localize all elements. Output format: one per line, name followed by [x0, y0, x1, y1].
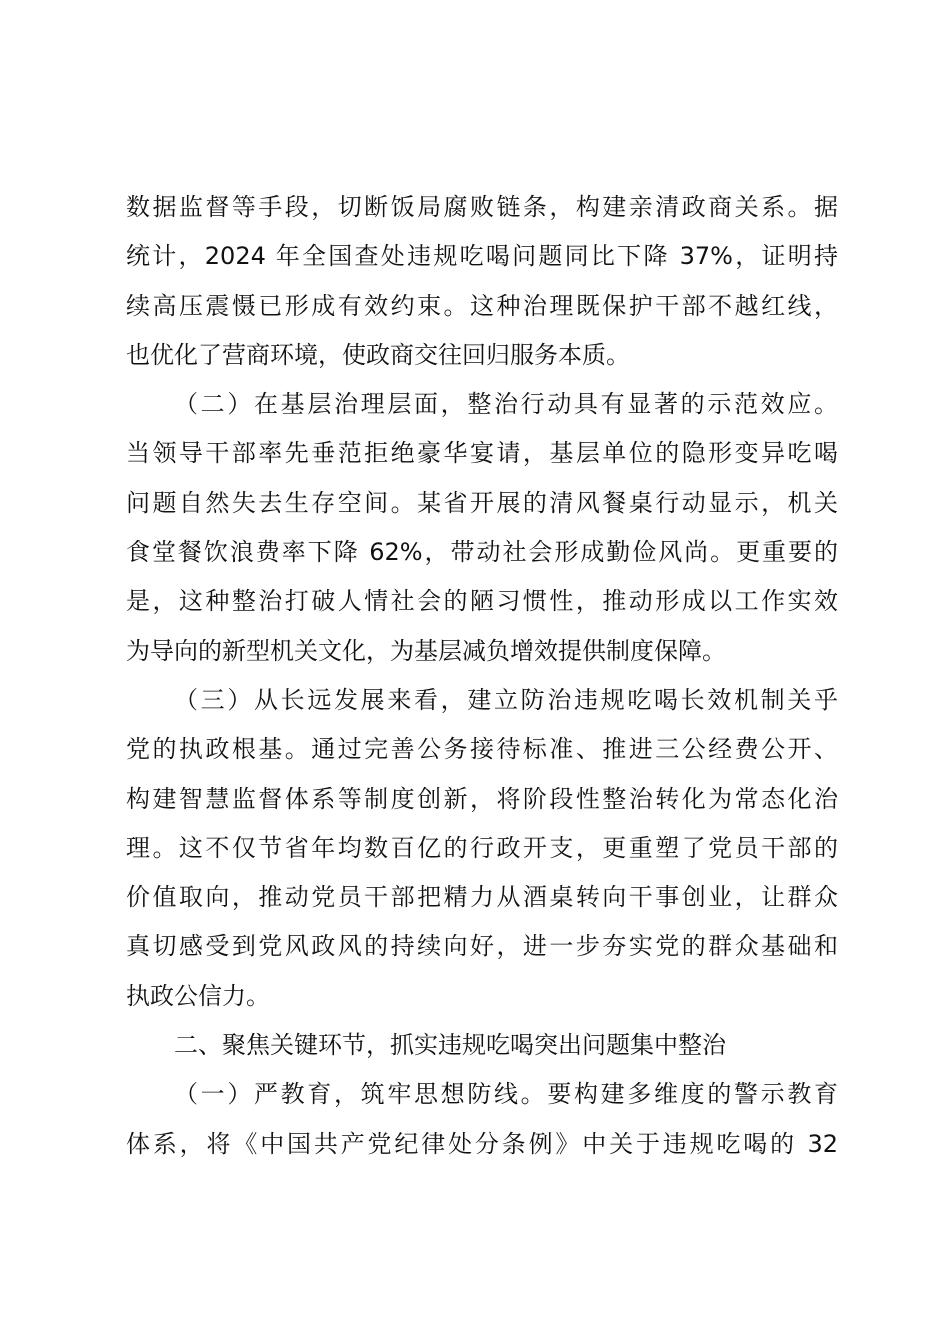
paragraph-line: 食堂餐饮浪费率下降 62%，带动社会形成勤俭风尚。更重要的: [126, 538, 838, 567]
section-heading: 二、聚焦关键环节，抓实违规吃喝突出问题集中整治: [174, 1031, 726, 1060]
paragraph-line: 为导向的新型机关文化，为基层减负增效提供制度保障。: [126, 636, 726, 665]
paragraph-line: 数据监督等手段，切断饭局腐败链条，构建亲清政商关系。据: [126, 193, 838, 221]
paragraph-line: 统计，2024 年全国查处违规吃喝问题同比下降 37%，证明持: [126, 242, 838, 271]
paragraph-line: 问题自然失去生存空间。某省开展的清风餐桌行动显示，机关: [126, 488, 838, 517]
paragraph-line: 党的执政根基。通过完善公务接待标准、推进三公经费公开、: [126, 735, 838, 764]
paragraph-line: （三）从长远发展来看，建立防治违规吃喝长效机制关乎: [174, 685, 838, 714]
paragraph-line: 当领导干部率先垂范拒绝豪华宴请，基层单位的隐形变异吃喝: [126, 439, 838, 468]
paragraph-line: 构建智慧监督体系等制度创新，将阶段性整治转化为常态化治: [126, 784, 838, 813]
paragraph-line: 价值取向，推动党员干部把精力从酒桌转向干事创业，让群众: [126, 883, 838, 912]
paragraph-line: 续高压震慑已形成有效约束。这种治理既保护干部不越红线，: [126, 291, 838, 320]
document-body: [126, 183, 838, 1169]
paragraph-line: （二）在基层治理层面，整治行动具有显著的示范效应。: [174, 390, 838, 419]
paragraph-line: （一）严教育，筑牢思想防线。要构建多维度的警示教育: [174, 1080, 838, 1109]
paragraph-line: 真切感受到党风政风的持续向好，进一步夯实党的群众基础和: [126, 932, 838, 961]
paragraph-line: 执政公信力。: [126, 981, 270, 1010]
paragraph-line: 也优化了营商环境，使政商交往回归服务本质。: [126, 340, 630, 369]
paragraph-line: 体系，将《中国共产党纪律处分条例》中关于违规吃喝的 32: [126, 1129, 838, 1158]
paragraph-line: 理。这不仅节省年均数百亿的行政开支，更重塑了党员干部的: [126, 833, 838, 862]
paragraph-line: 是，这种整治打破人情社会的陋习惯性，推动形成以工作实效: [126, 587, 838, 616]
